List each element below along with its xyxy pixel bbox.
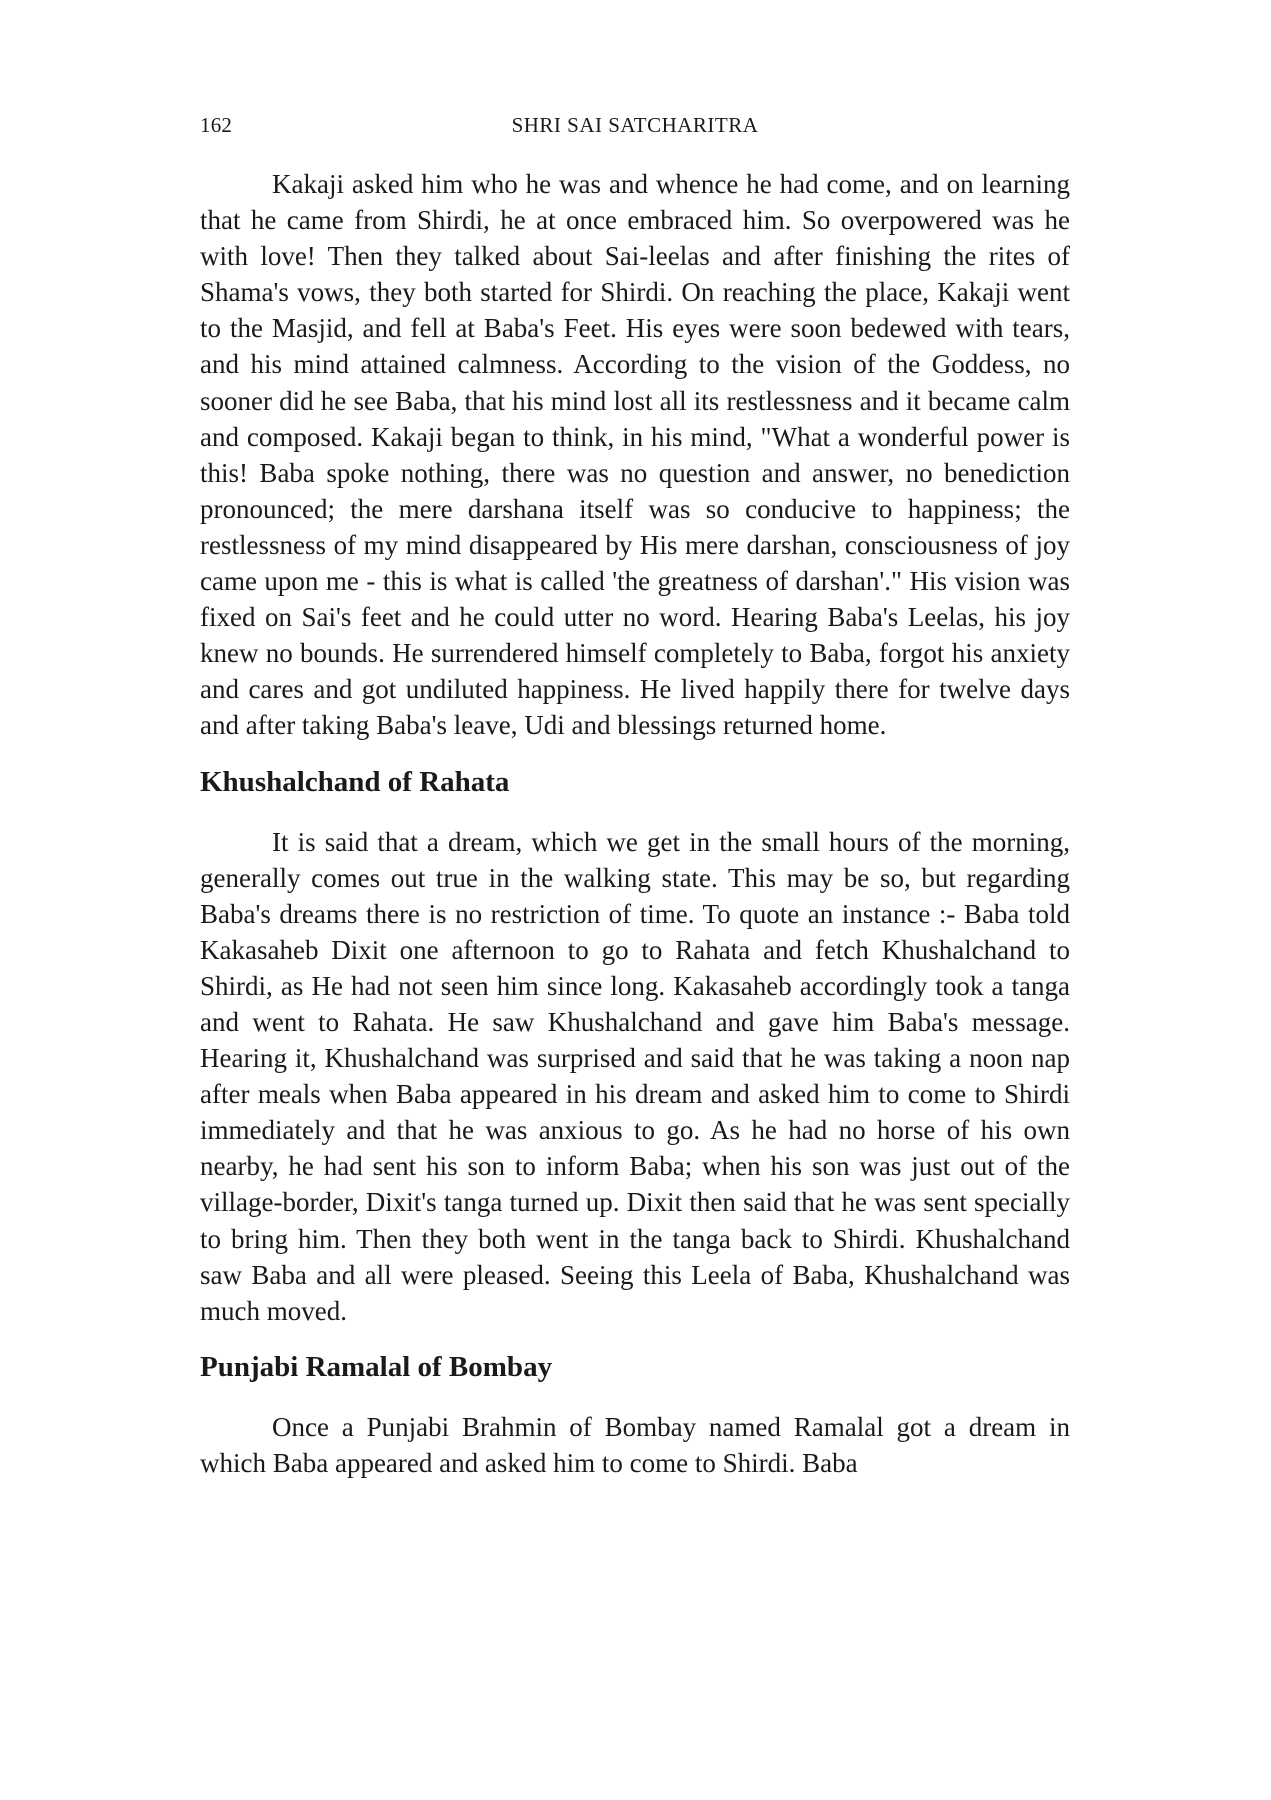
section-heading-khushalchand: Khushalchand of Rahata [200, 765, 510, 798]
running-title: SHRI SAI SATCHARITRA [511, 113, 759, 137]
paragraph-ramalal: Once a Punjabi Brahmin of Bombay named Ramalal got a dream in which Baba appeared and asked him to come to Shirdi. Baba [200, 1411, 1070, 1478]
paragraph-khushalchand: It is said that a dream, which we get in the small hours of the morning, generally comes out true in the walking state. This may be so, but regarding Baba's dreams there is no restriction of time. To quote an instance :- Baba told Kakasaheb Dixit one afternoon to go to Rahata and fetch Khushalchand to Shirdi, as He had not seen him since long. Kakasaheb accordingly took a tanga and went to Rahata. He saw Khushalchand and gave him Baba's message. Hearing it, Khushalchand was surprised and said that he was taking a noon nap after meals when Baba appeared in his dream and asked him to come to Shirdi immediately and that he was anxious to go. As he had no horse of his own nearby, he had sent his son to inform Baba; when his son was just out of the village-border, Dixit's tanga turned up. Dixit then said that he was sent specially to bring him. Then they both went in the tanga back to Shirdi. Khushalchand saw Baba and all were pleased. Seeing this Leela of Baba, Khushalchand was much moved. [200, 826, 1070, 1326]
section-heading-ramalal: Punjabi Ramalal of Bombay [200, 1350, 553, 1383]
page-number: 162 [200, 113, 233, 137]
page-body [200, 166, 1070, 1481]
paragraph-kakaji: Kakaji asked him who he was and whence he had come, and on learning that he came from Shirdi, he at once embraced him. So overpowered was he with love! Then they talked about Sai-leelas and after finishing the rites of Shama's vows, they both started for Shirdi. On reaching the place, Kakaji went to the Masjid, and fell at Baba's Feet. His eyes were soon bedewed with tears, and his mind attained calmness. According to the vision of the Goddess, no sooner did he see Baba, that his mind lost all its restlessness and it became calm and composed. Kakaji began to think, in his mind, "What a wonderful power is this! Baba spoke nothing, there was no question and answer, no benediction pronounced; the mere darshana itself was so conducive to happiness; the restlessness of my mind disappeared by His mere darshan, consciousness of joy came upon me - this is what is called 'the greatness of darshan'." His vision was fixed on Sai's feet and he could utter no word. Hearing Baba's Leelas, his joy knew no bounds. He surrendered himself completely to Baba, forgot his anxiety and cares and got undiluted happiness. He lived happily there for twelve days and after taking Baba's leave, Udi and blessings returned home. [200, 169, 1070, 741]
running-header [200, 113, 1070, 143]
